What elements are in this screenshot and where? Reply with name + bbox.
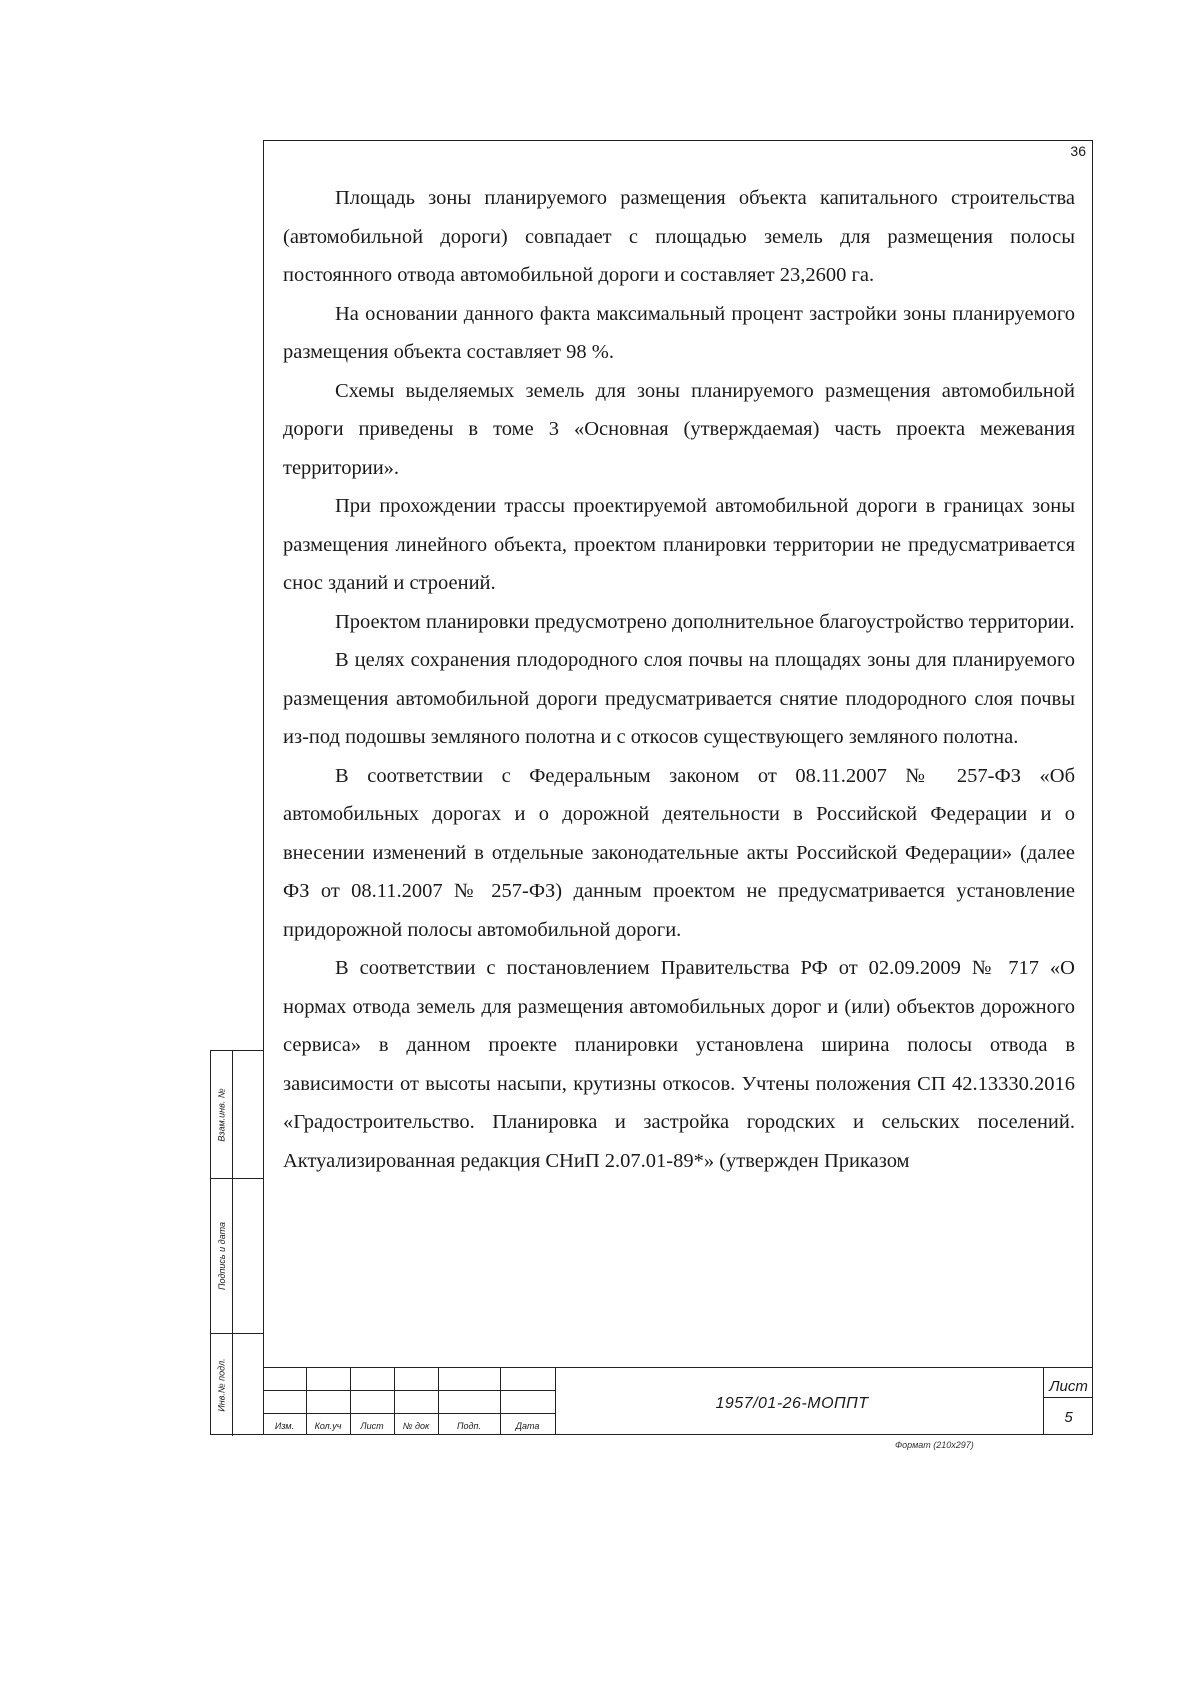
header-doc-num: № док [402, 1421, 430, 1431]
sheet-number: 5 [1064, 1408, 1073, 1426]
paragraph-6: В целях сохранения плодородного слоя почвы на площадях зоны для планируемого размещения автомобильной дороги предусматривается снятие плодородного слоя почвы из-под подошвы земляного полотна и с откосов существующего земляного полотна. [283, 649, 1075, 748]
paragraph-7: В соответствии с Федеральным законом от 08.11.2007 № 257-ФЗ «Об автомобильных дорогах и о дорожной деятельности в Российской Федерации и о внесении изменений в отдельные законодательные акты Российской Федерации» (далее ФЗ от 08.11.2007 № 257-ФЗ) данным проектом не предусматривается установление придорожной полосы автомобильной дороги. [283, 764, 1075, 941]
title-block [263, 1367, 1093, 1435]
sheet-label: Лист [1044, 1368, 1093, 1398]
paragraph-1: Площадь зоны планируемого размещения объекта капитального строительства (автомобильной дороги) совпадает с площадью земель для размещения полосы постоянного отвода автомобильной дороги и составляет 23,2600 га. [283, 187, 1075, 286]
sheet-box [1043, 1368, 1093, 1435]
header-sign: Подп. [457, 1421, 481, 1431]
paragraph-5: Проектом планировки предусмотрено дополнительное благоустройство территории. [335, 610, 1075, 633]
revision-headers [263, 1413, 555, 1435]
margin-label-sign-date: Подпись и дата [217, 1221, 227, 1291]
paragraph-4: При прохождении трассы проектируемой автомобильной дороги в границах зоны размещения линейного объекта, проектом планировки территории не предусматривается снос зданий и строений. [283, 495, 1075, 594]
header-izm: Изм. [274, 1421, 295, 1431]
document-code: 1957/01-26-МОППТ [715, 1394, 869, 1412]
paragraph-8: В соответствии с постановлением Правительства РФ от 02.09.2009 № 717 «О нормах отвода земель для размещения автомобильных дорог и (или) объектов дорожного сервиса» в данном проекте планировки установлена ширина полосы отвода в зависимости от высоты насыпи, крутизны откосов. Учтены положения СП 42.13330.2016 «Градостроительство. Планировка и застройка городских и сельских поселений. Актуализированная редакция СНиП 2.07.01-89*» (утвержден Приказом [283, 957, 1075, 1172]
revision-table [263, 1368, 555, 1435]
body-text [283, 179, 1075, 1180]
paragraph-2: На основании данного факта максимальный процент застройки зоны планируемого размещения объекта составляет 98 %. [283, 302, 1075, 363]
paragraph-3: Схемы выделяемых земель для зоны планируемого размещения автомобильной дороги приведены в томе 3 «Основная (утверждаемая) часть проекта межевания территории». [283, 379, 1075, 479]
header-list: Лист [360, 1421, 384, 1431]
margin-label-inv-original: Инв.№ подл. [217, 1358, 228, 1412]
margin-label-inv-replace: Взам.инв. № [217, 1087, 228, 1142]
header-kol-uch: Кол.уч [314, 1421, 342, 1431]
header-date: Дата [515, 1421, 540, 1431]
format-note: Формат (210х297) [895, 1440, 974, 1450]
margin-cell-inv-original [211, 1334, 263, 1436]
margin-stamp-strip [210, 1050, 263, 1435]
margin-cell-inv-replace [211, 1051, 263, 1179]
page-number: 36 [1070, 143, 1086, 159]
margin-cell-sign-date [211, 1179, 263, 1334]
page-frame [263, 140, 1093, 1435]
